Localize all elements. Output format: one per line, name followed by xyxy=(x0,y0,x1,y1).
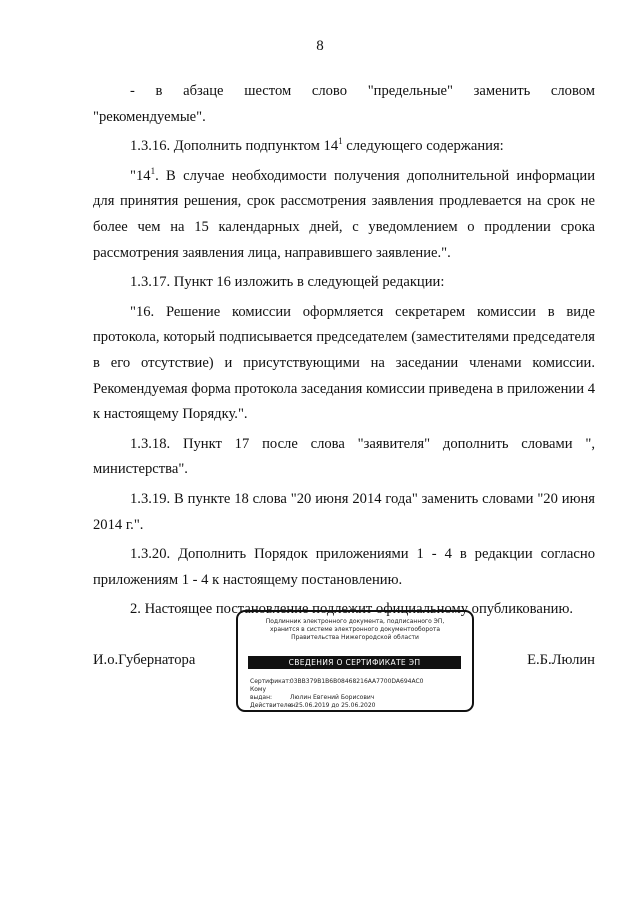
paragraph-9: 2. Настоящее постановление подлежит официальному опубликованию. xyxy=(130,601,574,618)
paragraph-7: 1.3.19. В пункте 18 слова "20 июня 2014 года" заменить словами "20 июня 2014 г.". xyxy=(93,490,595,533)
paragraph-3-text: "14 xyxy=(130,167,151,184)
certificate-label: Сертификат: xyxy=(250,678,291,685)
paragraph-2 xyxy=(93,134,595,160)
paragraph-2-text: 1.3.16. Дополнить подпунктом 14 xyxy=(130,138,339,155)
certificate-value: 03BB379B1B6B08468216AA7700DA694AC0 xyxy=(289,678,424,685)
issued-to-label: Кому выдан: xyxy=(250,686,273,701)
document-body xyxy=(93,79,595,623)
stamp-header-line-2: хранится в системе электронного документооборота xyxy=(269,626,441,633)
superscript: 1 xyxy=(338,136,343,147)
stamp-header-line-1: Подлинник электронного документа, подписанного ЭП, xyxy=(265,618,445,625)
page-number: 8 xyxy=(316,38,324,54)
certificate-row xyxy=(250,678,424,686)
paragraph-1-line-1: - в абзаце шестом слово "предельные" заменить словом xyxy=(130,83,595,99)
paragraph-8: 1.3.20. Дополнить Порядок приложениями 1 - 4 в редакции согласно приложениям 1 - 4 к настоящему постановлению. xyxy=(93,546,595,588)
paragraph-4: 1.3.17. Пункт 16 изложить в следующей редакции: xyxy=(130,274,445,291)
stamp-title: СВЕДЕНИЯ О СЕРТИФИКАТЕ ЭП xyxy=(248,656,461,669)
paragraph-2-text-end: следующего содержания: xyxy=(342,138,504,155)
stamp-header-line-3: Правительства Нижегородской области xyxy=(291,634,419,641)
issued-to-row xyxy=(250,686,424,702)
electronic-signature-stamp xyxy=(236,610,474,712)
validity-row xyxy=(250,702,424,710)
signatory-name: Е.Б.Люлин xyxy=(527,652,595,668)
validity-value: с 25.06.2019 до 25.06.2020 xyxy=(289,702,376,709)
stamp-details xyxy=(250,678,424,710)
signatory-position: И.о.Губернатора xyxy=(93,652,196,668)
paragraph-3-text-end: . В случае необходимости получения дополнительной информации для принятия решения, срок рассмотрения заявления продлевается на срок не более чем на 15 календарных дней, с уведомлением о продлении срока рассмотрения заявления лица, направившего заявление.". xyxy=(93,167,595,261)
stamp-header xyxy=(238,618,472,642)
issued-to-value: Люлин Евгений Борисович xyxy=(289,694,375,701)
superscript: 1 xyxy=(150,165,156,176)
paragraph-5: "16. Решение комиссии оформляется секретарем комиссии в виде протокола, который подписывается председателем (заместителями председателя в его отсутствие) и присутствующими на заседании членами комиссии. Рекомендуемая форма протокола заседания комиссии приведена в приложении 4 к настоящему Порядку.". xyxy=(93,303,595,423)
paragraph-3 xyxy=(93,164,595,266)
validity-label: Действителен: xyxy=(250,702,298,709)
paragraph-1-line-2: "рекомендуемые". xyxy=(93,108,206,125)
paragraph-6: 1.3.18. Пункт 17 после слова "заявителя" дополнить словами ", министерства". xyxy=(93,435,595,478)
